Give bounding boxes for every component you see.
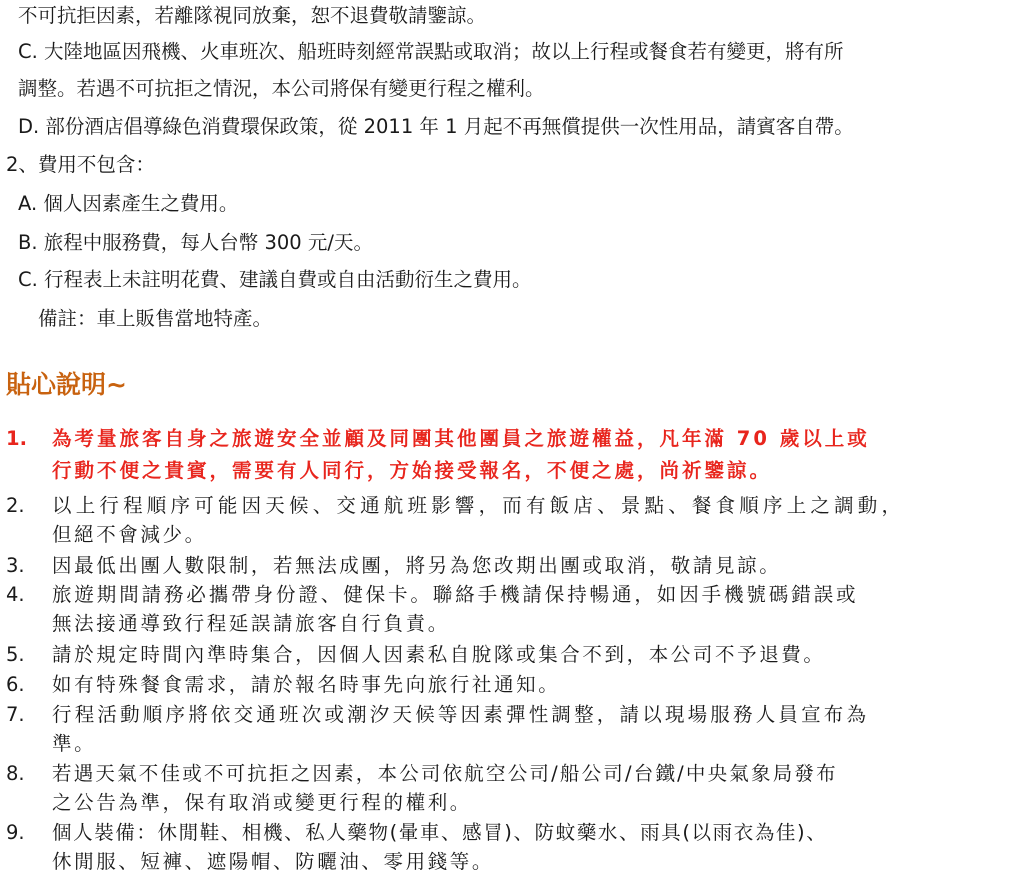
note-c-line-1: C. 大陸地區因飛機、火車班次、船班時刻經常誤點或取消；故以上行程或餐食若有變更，將有所 [18,40,844,63]
list-item-text: 個人裝備：休閒鞋、相機、私人藥物(暈車、感冒)、防蚊藥水、雨具(以雨衣為佳)、 [52,821,828,844]
list-item-text: 旅遊期間請務必攜帶身份證、健保卡。聯絡手機請保持暢通，如因手機號碼錯誤或 [52,583,859,606]
list-item-number: 4. [6,583,25,606]
note-d: D. 部份酒店倡導綠色消費環保政策，從 2011 年 1 月起不再無償提供一次性用品，請賓客自帶。 [18,115,854,138]
list-item-number: 7. [6,703,25,726]
list-item-text: 之公告為準，保有取消或變更行程的權利。 [52,791,472,814]
section-heading: 貼心說明~ [6,370,127,399]
note-c-line-2: 調整。若遇不可抗拒之情況，本公司將保有變更行程之權利。 [18,77,545,100]
list-item-number: 6. [6,673,25,696]
excluded-a: A. 個人因素產生之費用。 [18,192,239,215]
list-item-text: 請於規定時間內準時集合，因個人因素私自脫隊或集合不到，本公司不予退費。 [52,643,826,666]
excluded-b: B. 旅程中服務費，每人台幣 300 元/天。 [18,231,373,254]
list-item-number: 5. [6,643,25,666]
list-item-text: 為考量旅客自身之旅遊安全並顧及同團其他團員之旅遊權益，凡年滿 70 歲以上或 [52,427,870,450]
remark: 備註：車上販售當地特產。 [38,307,273,330]
list-item-number: 8. [6,762,25,785]
list-item-text: 休閒服、短褲、遮陽帽、防曬油、零用錢等。 [52,850,495,873]
list-item-number: 9. [6,821,25,844]
list-item-number: 3. [6,554,25,577]
list-item-text: 行程活動順序將依交通班次或潮汐天候等因素彈性調整，請以現場服務人員宣布為 [52,703,870,726]
force-majeure-note: 不可抗拒因素，若離隊視同放棄，恕不退費敬請鑒諒。 [18,4,487,27]
list-item-text: 以上行程順序可能因天候、交通航班影響，而有飯店、景點、餐食順序上之調動， [52,494,906,517]
list-item-number: 1. [6,427,27,450]
list-item-text: 行動不便之貴賓，需要有人同行，方始接受報名，不便之處，尚祈鑒諒。 [52,459,773,482]
list-item-text: 準。 [52,732,97,755]
list-item-text: 無法接通導致行程延誤請旅客自行負責。 [52,612,450,635]
list-item-text: 因最低出團人數限制，若無法成團，將另為您改期出團或取消，敬請見諒。 [52,554,782,577]
list-item-text: 如有特殊餐食需求，請於報名時事先向旅行社通知。 [52,673,561,696]
list-item-number: 2. [6,494,25,517]
excluded-c: C. 行程表上未註明花費、建議自費或自由活動衍生之費用。 [18,268,532,291]
list-item-text: 若遇天氣不佳或不可抗拒之因素，本公司依航空公司/船公司/台鐵/中央氣象局發布 [52,762,838,785]
excluded-fees-title: 2、費用不包含： [6,153,155,176]
list-item-text: 但絕不會減少。 [52,523,207,546]
